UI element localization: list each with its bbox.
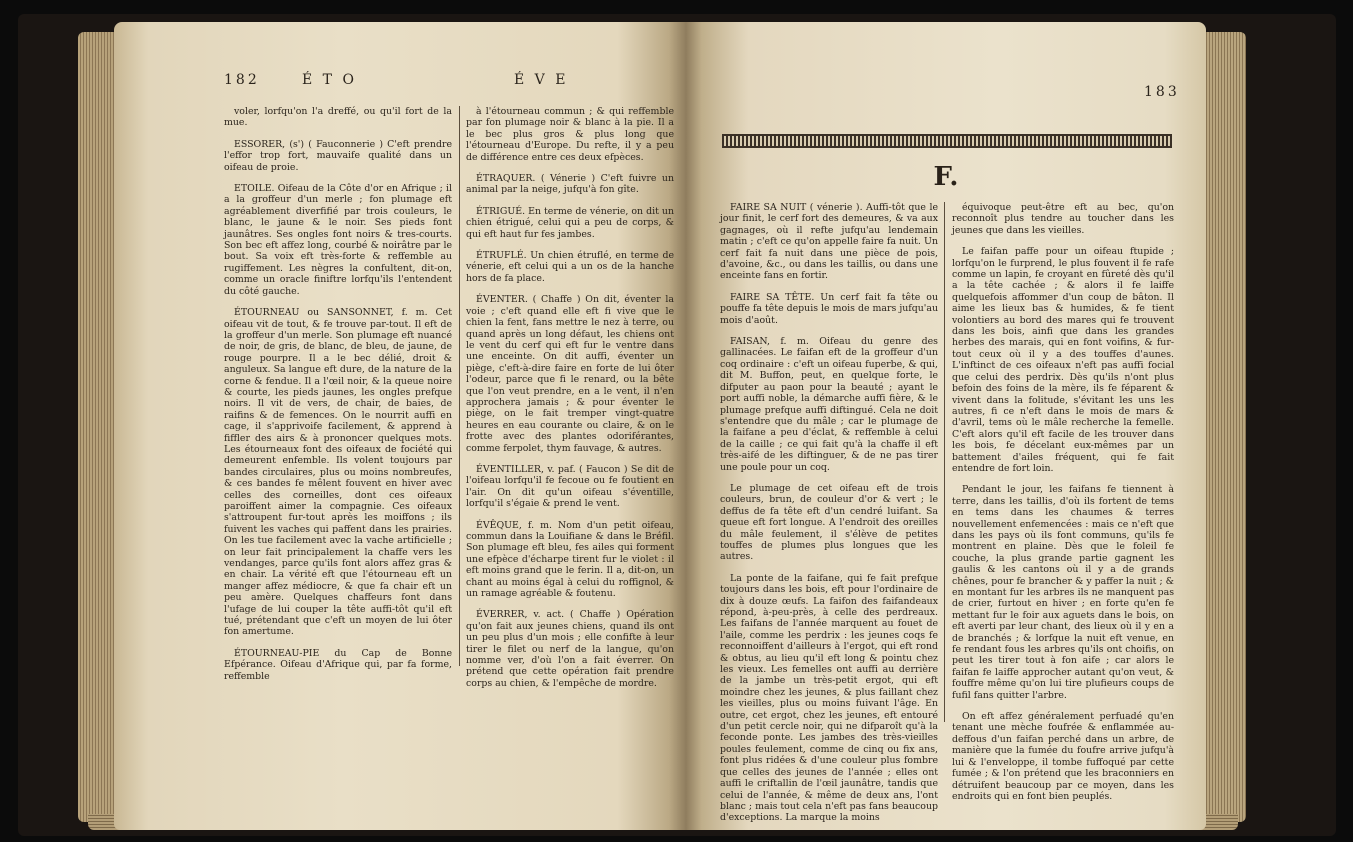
paragraph: ÉTRUFLÉ. Un chien étruflé, en terme de vénerie, eft celui qui a un os de la hanche hors de fa place. bbox=[466, 250, 674, 284]
paragraph: ÉTRAQUER. ( Vénerie ) C'eft fuivre un animal par la neige, jufqu'à fon gîte. bbox=[466, 173, 674, 196]
paragraph: ÉTOURNEAU-PIE du Cap de Bonne Efpérance. Oifeau d'Afrique qui, par fa forme, reffemble bbox=[224, 647, 452, 682]
left-page-column-2 bbox=[466, 106, 674, 699]
right-page-column-1 bbox=[720, 202, 938, 830]
column-divider bbox=[459, 106, 460, 666]
running-head-right: É V E bbox=[514, 72, 569, 88]
book-spread bbox=[18, 14, 1336, 836]
page-number: 183 bbox=[1144, 84, 1180, 100]
paragraph: ÉVENTILLER, v. paf. ( Faucon ) Se dit de l'oifeau lorfqu'il fe fecoue ou fe foutient en l'air. On dit qu'un oifeau s'éventille, lorfqu'il s'égaie & prend le vent. bbox=[466, 463, 674, 510]
paragraph: La ponte de la faifane, qui fe fait prefque toujours dans les bois, eft pour l'ordinaire de dix à douze œufs. La faifon des faifandeaux répond, à-peu-près, à celle des perdreaux. Les faifans de l'année marquent au fouet de l'aile, comme les perdrix : les jeunes coqs fe reconnoiffent d'ailleurs à l'ergot, qui eft rond & obtus, au lieu qu'il eft long & pointu chez les vieux. Les femelles ont auffi au derrière de la jambe un très-petit ergot, qui eft moindre chez les jeunes, & plus faillant chez les vieilles, plus ou moins fuivant l'âge. En outre, cet ergot, chez les jeunes, eft entouré d'un petit cercle noir, qui ne difparoît qu'à la feconde ponte. Les jambes des très-vieilles poules feulement, comme de cinq ou fix ans, font plus ridées & d'une couleur plus fombre que celles des jeunes de l'année ; elles ont auffi le criftallin de l'œil jaunâtre, tandis que celui de l'année, & même de deux ans, l'ont blanc ; mais tout cela n'eft pas fans beaucoup d'exceptions. La marque la moins bbox=[720, 572, 938, 824]
paragraph: Le faifan paffe pour un oifeau ftupide ; lorfqu'on le furprend, le plus fouvent il fe rafe comme un lapin, fe croyant en fûreté dès qu'il a la tête cachée ; & alors il fe laiffe quelquefois affommer d'un coup de bâton. Il aime les lieux bas & humides, & fe tient volontiers au bord des mares qui fe trouvent dans les bois, ainfi que dans les grandes herbes des marais, qui en font voifins, & fur-tout ceux où il y a des touffes d'aunes. L'inftinct de ces oifeaux n'eft pas auffi focial que celui des perdrix. Dès qu'ils n'ont plus befoin des foins de la mère, ils fe féparent & vivent dans la folitude, s'évitant les uns les autres, fi ce n'eft dans le mois de mars & d'avril, tems où le mâle recherche la femelle. C'eft alors qu'il eft facile de les trouver dans les bois, fe décelant eux-mêmes par un battement d'ailes fréquent, qui fe fait entendre de fort loin. bbox=[952, 246, 1174, 474]
running-head-left: É T O bbox=[302, 72, 357, 88]
paragraph: ÉVERRER, v. act. ( Chaffe ) Opération qu'on fait aux jeunes chiens, quand ils ont un peu plus d'un mois ; elle confifte à leur tirer le filet ou nerf de la langue, qu'on nomme ver, d'où l'on a fait éverrer. On prétend que cette opération fait prendre corps au chien, & l'empêche de mordre. bbox=[466, 609, 674, 689]
right-page-edges bbox=[1204, 32, 1246, 822]
paragraph: FAIRE SA TÊTE. Un cerf fait fa tête ou pouffe fa tête depuis le mois de mars jufqu'au mois d'août. bbox=[720, 291, 938, 326]
left-page bbox=[114, 22, 686, 830]
section-letter: F. bbox=[933, 162, 959, 192]
paragraph: On eft affez généralement perfuadé qu'en tenant une mèche foufrée & enflammée au-deffous d'un faifan perché dans un arbre, de manière que la fumée du foufre arrive jufqu'à lui & l'enveloppe, il tombe fuffoqué par cette fumée ; & l'on prétend que les braconniers en détruifent beaucoup par ce moyen, dans les endroits qui en font bien peuplés. bbox=[952, 711, 1174, 802]
header-ornament bbox=[722, 134, 1172, 148]
left-page-edges bbox=[78, 32, 118, 822]
right-page-column-2 bbox=[952, 202, 1174, 812]
paragraph: Pendant le jour, les faifans fe tiennent à terre, dans les taillis, d'où ils fortent de tems en tems dans les chaumes & terres nouvellement enfemencées : mais ce n'eft que dans les pays où ils font communs, qu'ils fe montrent en plaine. Dès que le foleil fe couche, la plus grande partie gagnent les gaulis & les cantons où il y a de grands chênes, pour fe brancher & y paffer la nuit ; & en montant fur les arbres ils ne manquent pas de crier, furtout en hiver ; en forte qu'en fe mettant fur le foir aux aguets dans le bois, on eft averti par leur chant, des lieux où il y en a de branchés ; & lorfque la nuit eft venue, en fe rendant fous les arbres qu'ils ont choifis, on peut les tirer tout à fon aife ; car alors le faifan fe laiffe approcher autant qu'on veut, & fouffre même qu'on lui tire plufieurs coups de fufil fans quitter l'arbre. bbox=[952, 484, 1174, 701]
paragraph: FAISAN, f. m. Oifeau du genre des gallinacées. Le faifan eft de la groffeur d'un coq ordinaire : c'eft un oifeau fuperbe, & qui, dit M. Buffon, peut, en quelque forte, le difputer au paon pour la beauté ; ayant le port auffi noble, la démarche auffi fière, & le plumage prefque auffi diftingué. Cela ne doit s'entendre que du mâle ; car le plumage de la faifane a peu d'éclat, & reffemble à celui de la caille ; ce qui fait qu'à la chaffe il eft très-aifé de les diftinguer, & de ne pas tirer une poule pour un coq. bbox=[720, 336, 938, 473]
paragraph: à l'étourneau commun ; & qui reffemble par fon plumage noir & blanc à la pie. Il a le bec plus gros & plus long que l'étourneau d'Europe. Du refte, il y a peu de différence entre ces deux efpèces. bbox=[466, 106, 674, 163]
paragraph: équivoque peut-être eft au bec, qu'on reconnoît plus tendre au toucher dans les jeunes que dans les vieilles. bbox=[952, 202, 1174, 236]
paragraph: ÉTRIGUÉ. En terme de vénerie, on dit un chien étrigué, celui qui a peu de corps, & qui eft haut fur fes jambes. bbox=[466, 205, 674, 240]
paragraph: ESSORER, (s') ( Fauconnerie ) C'eft prendre l'effor trop fort, mauvaife qualité dans un oifeau de proie. bbox=[224, 138, 452, 173]
paragraph: ÉTOURNEAU ou SANSONNET, f. m. Cet oifeau vit de tout, & fe trouve par-tout. Il eft de la groffeur d'un merle. Son plumage eft nuancé de noir, de gris, de blanc, de bleu, de jaune, de rouge pourpre. Il a le bec délié, droit & anguleux. Sa langue eft dure, de la nature de la corne & fendue. Il a l'œil noir, & la queue noire & courte, les pieds jaunes, les ongles prefque noirs. Il vit de vers, de chair, de baies, de raifins & de femences. On le nourrit auffi en cage, il s'apprivoife facilement, & apprend à fiffler des airs & à prononcer quelques mots. Les étourneaux font des oifeaux de fociété qui demeurent enfemble. Ils volent toujours par bandes circulaires, plus ou moins nombreufes, & ces bandes fe mêlent fouvent en hiver avec celles des corneilles, dont ces oifeaux paroiffent aimer la compagnie. Ces oifeaux s'attroupent fur-tout après les moiffons ; ils fuivent les vaches qui paffent dans les prairies. On les tue facilement avec la vache artificielle ; on leur fait principalement la chaffe vers les vendanges, parce qu'ils font alors affez gras & en chair. La vérité eft que l'étourneau eft un manger affez médiocre, & que fa chair eft un peu amère. Quelques chaffeurs font dans l'ufage de lui couper la tête auffi-tôt qu'il eft tué, prétendant que c'eft un moyen de lui ôter fon amertume. bbox=[224, 307, 452, 638]
paragraph: ETOILE. Oifeau de la Côte d'or en Afrique ; il a la groffeur d'un merle ; fon plumage eft agréablement diverfifié par trois couleurs, le blanc, le jaune & le noir. Ses pieds font jaunâtres. Ses ongles font noirs & tres-courts. Son bec eft affez long, courbé & noirâtre par le bout. Sa voix eft très-forte & reffemble au rugiffement. Les nègres la confultent, dit-on, comme un oracle finiftre lorfqu'ils l'entendent du côté gauche. bbox=[224, 183, 452, 297]
paragraph: voler, lorfqu'on l'a dreffé, ou qu'il fort de la mue. bbox=[224, 106, 452, 129]
paragraph: FAIRE SA NUIT ( vénerie ). Auffi-tôt que le jour finit, le cerf fort des demeures, & va aux gagnages, où il refte jufqu'au lendemain matin ; c'eft ce qu'on appelle faire fa nuit. Un cerf fait fa nuit dans une pièce de pois, d'avoine, &c., ou dans les taillis, ou dans une enceinte fans en fortir. bbox=[720, 202, 938, 282]
paragraph: ÉVENTER. ( Chaffe ) On dit, éventer la voie ; c'eft quand elle eft fi vive que le chien la fent, fans mettre le nez à terre, ou quand après un long défaut, les chiens ont le vent du cerf qui eft fur le ventre dans une enceinte. On dit auffi, éventer un piège, c'eft-à-dire faire en forte de lui ôter l'odeur, parce que fi le renard, ou la bête que l'on veut prendre, en a le vent, il n'en approchera jamais ; & pour éventer le piège, on le fait tremper vingt-quatre heures en eau courante ou claire, & on le frotte avec des plantes odoriférantes, comme ferpolet, thym fauvage, & autres. bbox=[466, 294, 674, 454]
right-page bbox=[686, 22, 1206, 830]
column-divider bbox=[944, 202, 945, 722]
page-number: 182 bbox=[224, 72, 260, 88]
left-page-column-1 bbox=[224, 106, 452, 692]
paragraph: ÉVÊQUE, f. m. Nom d'un petit oifeau, commun dans la Louifiane & dans le Bréfil. Son plumage eft bleu, fes ailes qui forment une efpèce d'écharpe tirent fur le violet : il eft moins grand que le ferin. Il a, dit-on, un chant au moins égal à celui du roffignol, & un ramage agréable & foutenu. bbox=[466, 519, 674, 600]
paragraph: Le plumage de cet oifeau eft de trois couleurs, brun, de couleur d'or & vert ; le deffus de fa tête eft d'un cendré luifant. Sa queue eft fort longue. A l'endroit des oreilles du mâle feulement, il s'élève de petites touffes de plumes plus longues que les autres. bbox=[720, 482, 938, 563]
